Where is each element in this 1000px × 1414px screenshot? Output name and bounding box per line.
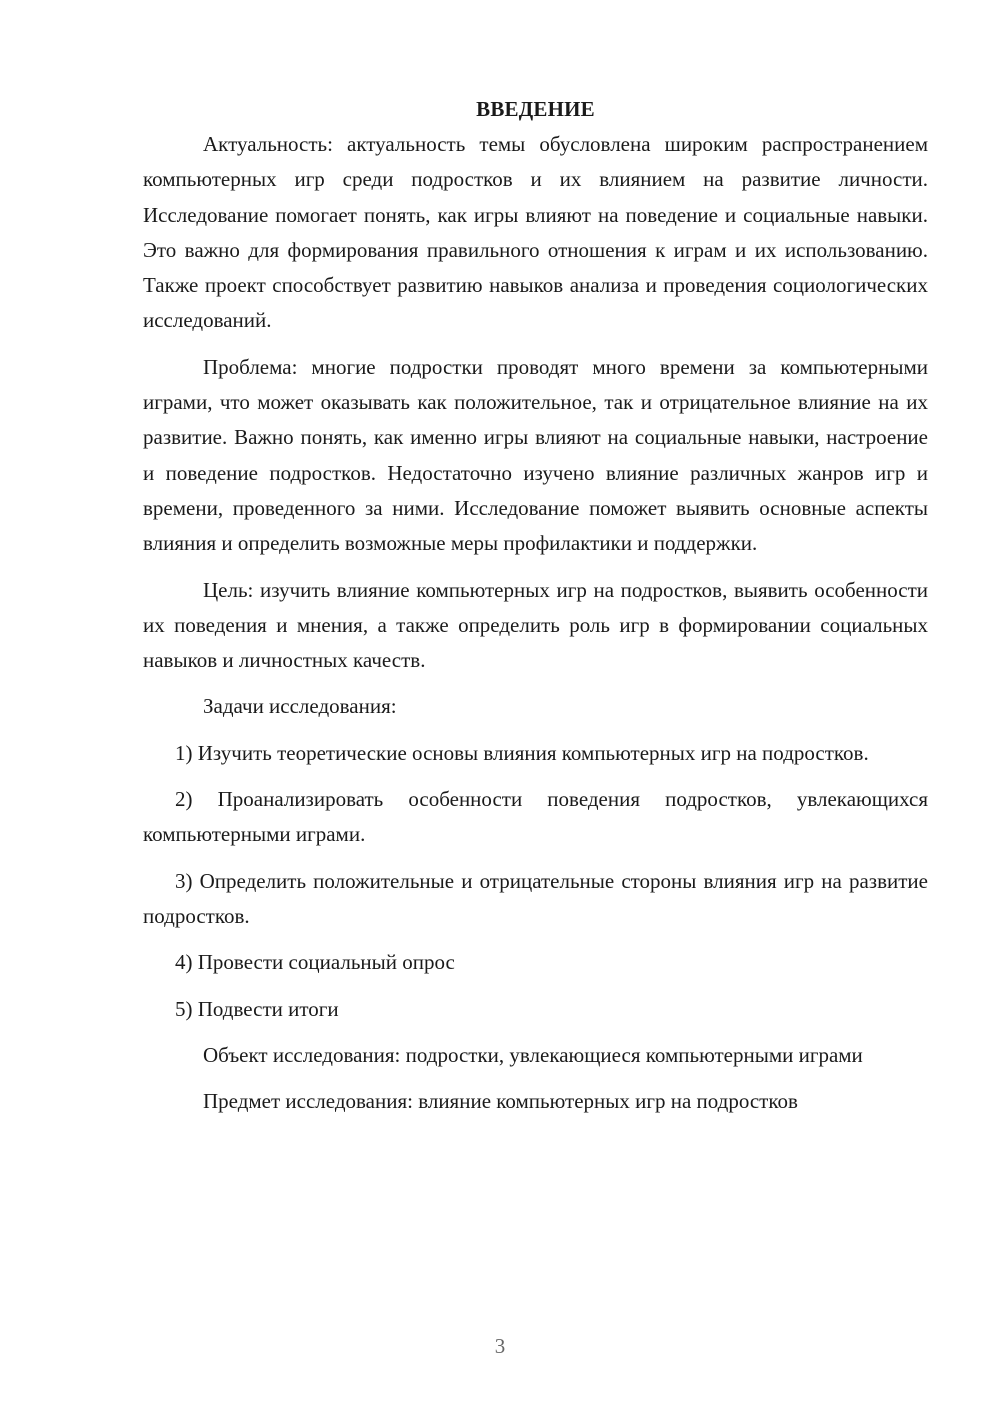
paragraph-problem: Проблема: многие подростки проводят много времени за компьютерными играми, что может оказывать как положительное, так и отрицательное влияние на их развитие. Важно понять, как именно игры влияют на социальные навыки, настроение и поведение подростков. Недостаточно изучено влияние различных жанров игр и времени, проведенного за ними. Исследование поможет выявить основные аспекты влияния и определить возможные меры профилактики и поддержки. <box>143 354 928 556</box>
tasks-list <box>143 736 928 1027</box>
list-item: 5) Подвести итоги <box>175 996 339 1021</box>
tasks-heading: Задачи исследования: <box>203 694 397 719</box>
list-item: 1) Изучить теоретические основы влияния компьютерных игр на подростков. <box>175 740 869 765</box>
list-item: 3) Определить положительные и отрицательные стороны влияния игр на развитие подростков. <box>143 868 928 928</box>
document-page <box>143 92 928 1119</box>
list-item: 4) Провести социальный опрос <box>175 950 455 975</box>
paragraph-subject: Предмет исследования: влияние компьютерных игр на подростков <box>203 1089 798 1114</box>
paragraph-relevance: Актуальность: актуальность темы обусловлена широким распространением компьютерных игр среди подростков и их влиянием на развитие личности. Исследование помогает понять, как игры влияют на поведение и социальные навыки. Это важно для формирования правильного отношения к играм и их использованию. Также проект способствует развитию навыков анализа и проведения социологических исследований. <box>143 132 928 333</box>
paragraph-object: Объект исследования: подростки, увлекающиеся компьютерными играми <box>203 1042 863 1067</box>
section-title: ВВЕДЕНИЕ <box>476 97 595 121</box>
paragraph-goal: Цель: изучить влияние компьютерных игр на подростков, выявить особенности их поведения и мнения, а также определить роль игр в формировании социальных навыков и личностных качеств. <box>143 577 928 673</box>
list-item: 2) Проанализировать особенности поведения подростков, увлекающихся компьютерными играми. <box>143 787 928 847</box>
page-number: 3 <box>494 1334 506 1358</box>
